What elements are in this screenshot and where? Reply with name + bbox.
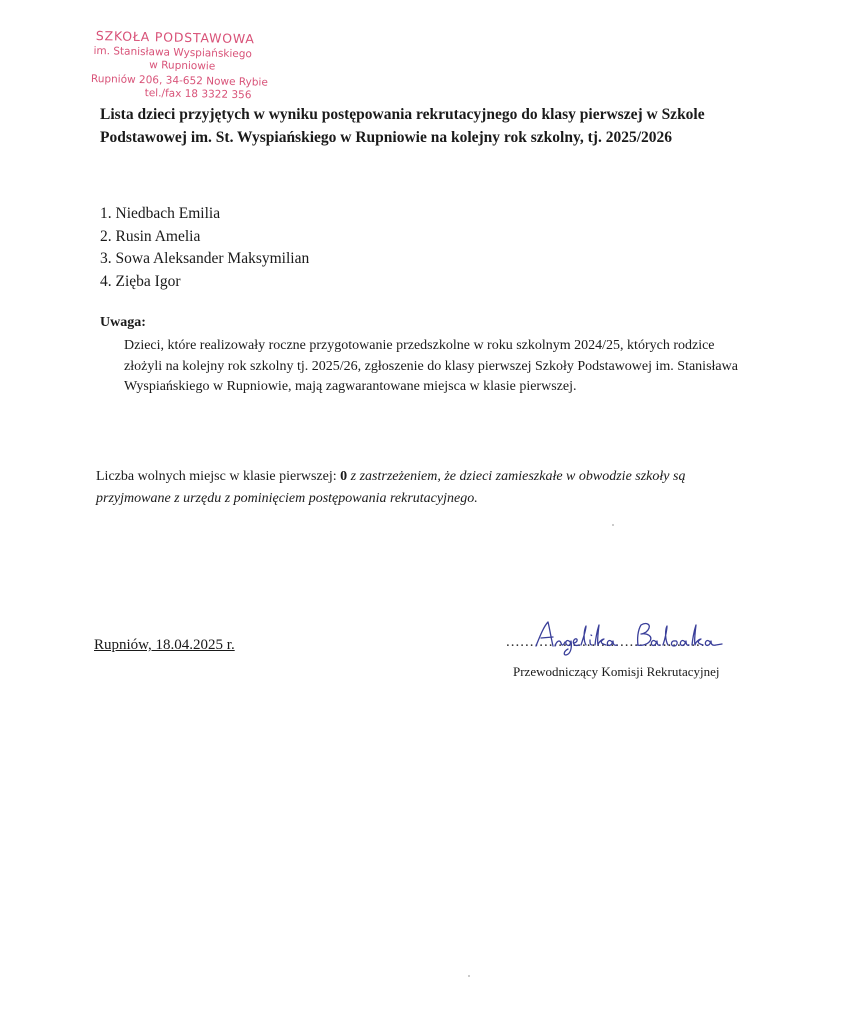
- list-item: 1. Niedbach Emilia: [100, 205, 221, 222]
- signature-dotted-line: ..........................................: [506, 634, 706, 650]
- free-places-statement: [96, 466, 756, 510]
- stamp-phone: tel./fax 18 3322 356: [144, 87, 252, 102]
- note-heading: Uwaga:: [100, 315, 146, 330]
- admitted-children-list: [100, 203, 309, 293]
- list-item: 4. Zięba Igor: [100, 272, 181, 290]
- scan-speck: [468, 975, 470, 977]
- document-title: Lista dzieci przyjętych w wyniku postępowania rekrutacyjnego do klasy pierwszej w Szkole Podstawowej im. St. Wyspiańskiego w Rupniowie na kolejny rok szkolny, tj. 2025/2026: [100, 106, 705, 146]
- stamp-school-name: SZKOŁA PODSTAWOWA: [95, 28, 255, 47]
- place-date: Rupniów, 18.04.2025 r.: [94, 637, 235, 653]
- stamp-address: Rupniów 206, 34-652 Nowe Rybie: [90, 72, 268, 89]
- free-places-count: 0: [340, 469, 348, 484]
- list-item: 3. Sowa Aleksander Maksymilian: [100, 250, 310, 268]
- list-item: 2. Rusin Amelia: [100, 227, 201, 245]
- school-stamp: [90, 28, 294, 102]
- stamp-location: w Rupniowie: [149, 59, 216, 73]
- stamp-patron: im. Stanisława Wyspiańskiego: [93, 44, 253, 61]
- note-text: Dzieci, które realizowały roczne przygotowanie przedszkolne w roku szkolnym 2024/25, których rodzice złożyli na kolejny rok szkolny tj. 2025/26, zgłoszenie do klasy pierwszej Szkoły Podstawowej im. Stanisława Wyspiańskiego w Rupniowie, mają zagwarantowane miejsca w klasie pierwszej.: [124, 338, 738, 394]
- free-places-label: Liczba wolnych miejsc w klasie pierwszej:: [96, 469, 341, 484]
- free-places-condition: z zastrzeżeniem, że dzieci zamieszkałe w obwodzie szkoły są przyjmowane z urzędu z pominięciem postępowania rekrutacyjnego.: [96, 469, 686, 506]
- handwritten-signature: [500, 616, 750, 660]
- scan-speck: [612, 524, 614, 526]
- signature-block: [500, 616, 750, 686]
- signatory-role: Przewodniczący Komisji Rekrutacyjnej: [513, 664, 720, 679]
